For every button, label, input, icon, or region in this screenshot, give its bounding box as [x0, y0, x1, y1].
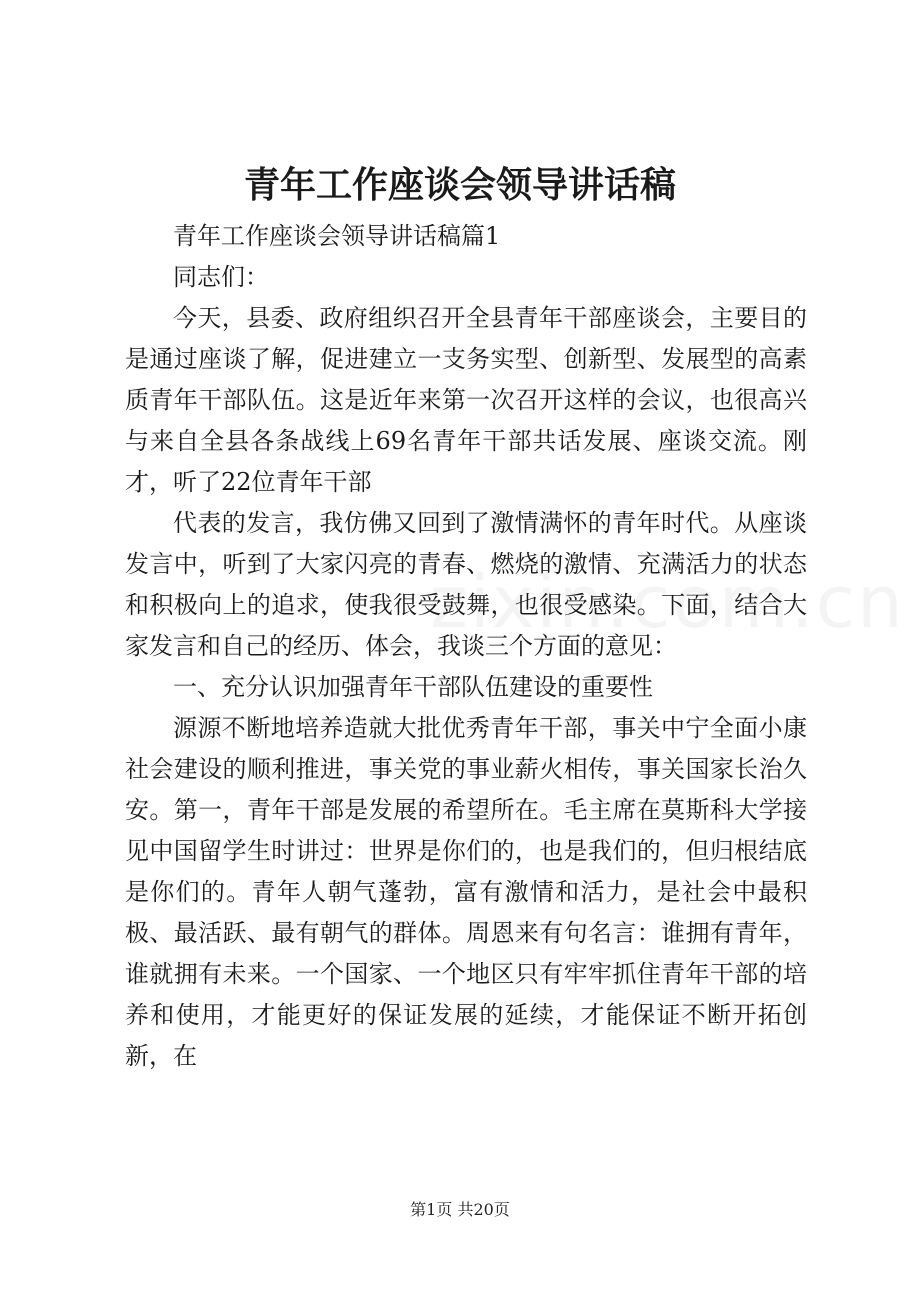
paragraph-opening: 今天，县委、政府组织召开全县青年干部座谈会，主要目的是通过座谈了解，促进建立一支务实型、创新型、发展型的高素质青年干部队伍。这是近年来第一次召开这样的会议，也很高兴与来自全县各条战线上69名青年干部共话发展、座谈交流。刚才，听了22位青年干部	[125, 304, 807, 496]
document-body	[125, 216, 807, 1077]
paragraph-intro: 代表的发言，我仿佛又回到了激情满怀的青年时代。从座谈发言中，听到了大家闪亮的青春、燃烧的激情、充满活力的状态和积极向上的追求，使我很受鼓舞，也很受感染。下面，结合大家发言和自己的经历、体会，我谈三个方面的意见：	[125, 509, 807, 660]
page-footer: 第1页 共20页	[410, 1200, 510, 1219]
document-title: 青年工作座谈会领导讲话稿	[243, 164, 676, 206]
section-heading: 一、充分认识加强青年干部队伍建设的重要性	[173, 673, 653, 701]
paragraph-subtitle: 青年工作座谈会领导讲话稿篇1	[173, 222, 501, 250]
paragraph-salutation: 同志们：	[173, 263, 269, 291]
paragraph-section-one: 源源不断地培养造就大批优秀青年干部，事关中宁全面小康社会建设的顺利推进，事关党的事业薪火相传，事关国家长治久安。第一，青年干部是发展的希望所在。毛主席在莫斯科大学接见中国留学生时讲过：世界是你们的，也是我们的，但归根结底是你们的。青年人朝气蓬勃，富有激情和活力，是社会中最积极、最活跃、最有朝气的群体。周恩来有句名言：谁拥有青年，谁就拥有未来。一个国家、一个地区只有牢牢抓住青年干部的培养和使用，才能更好的保证发展的延续，才能保证不断开拓创新，在	[125, 714, 807, 1070]
